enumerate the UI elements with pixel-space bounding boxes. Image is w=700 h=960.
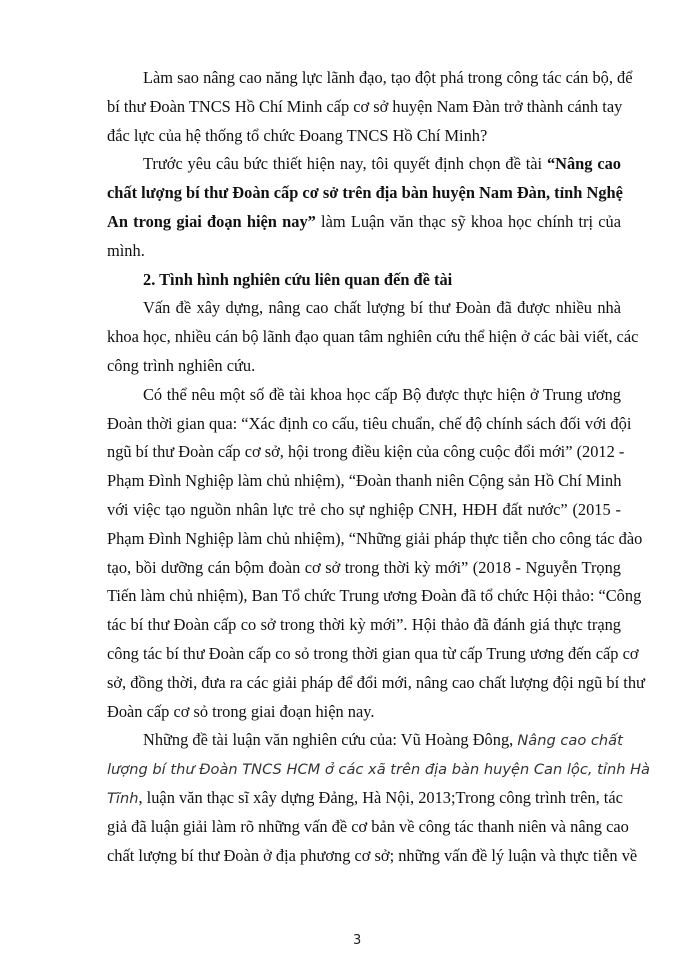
text-line bbox=[107, 698, 621, 727]
text-run: khoa học, nhiều cán bộ lãnh đạo quan tâm nghiên cứu thể hiện ở các bài viết, các bbox=[107, 327, 639, 347]
text-run: giả đã luận giải làm rõ những vấn đề cơ bản về công tác thanh niên và nâng cao bbox=[107, 816, 629, 836]
text-run: , luận văn thạc sĩ xây dựng Đảng, Hà Nội, 2013;Trong công trình trên, tác bbox=[138, 787, 623, 807]
text-line bbox=[107, 726, 621, 755]
italic-text: Nâng cao chất bbox=[517, 732, 623, 750]
text-run: tạo, bồi dưỡng cán bộm đoàn cơ sở trong thời kỳ mới” (2018 - Nguyễn Trọng bbox=[107, 557, 621, 577]
text-run: Phạm Đình Nghiệp làm chủ nhiệm), “Những giải pháp thực tiễn cho công tác đào bbox=[107, 528, 643, 548]
text-run: ngũ bí thư Đoàn cấp cơ sở, hội trong điều kiện của công cuộc đổi mới” (2012 - bbox=[107, 442, 625, 462]
text-line bbox=[107, 208, 621, 237]
text-line bbox=[107, 611, 621, 640]
text-run: Phạm Đình Nghiệp làm chủ nhiệm), “Đoàn thanh niên Cộng sản Hồ Chí Minh bbox=[107, 471, 622, 491]
page-number: 3 bbox=[353, 933, 362, 948]
text-line bbox=[107, 150, 621, 179]
text-run: chất lượng bí thư Đoàn ở địa phương cơ sở; những vấn đề lý luận và thực tiễn về bbox=[107, 845, 638, 865]
text-run: công tác bí thư Đoàn cấp co sỏ trong thời gian qua từ cấp Trung ương đến cấp cơ bbox=[107, 643, 639, 663]
text-line bbox=[107, 467, 621, 496]
text-line bbox=[107, 237, 621, 266]
text-run: đắc lực của hệ thống tổ chức Đoang TNCS Hồ Chí Minh? bbox=[107, 125, 488, 145]
text-line bbox=[107, 496, 621, 525]
text-line bbox=[107, 64, 633, 93]
text-line bbox=[107, 640, 639, 669]
section-heading bbox=[107, 266, 621, 295]
text-line bbox=[107, 784, 621, 813]
text-run: Những đề tài luận văn nghiên cứu của: Vũ Hoàng Đông, bbox=[143, 730, 518, 750]
text-line bbox=[107, 669, 645, 698]
italic-text: lượng bí thư Đoàn TNCS HCM ở các xã trên địa bàn huyện Can lộc, tỉnh Hà bbox=[107, 761, 650, 779]
text-line bbox=[107, 179, 621, 208]
text-run: công trình nghiên cứu. bbox=[107, 355, 256, 375]
text-line bbox=[107, 352, 621, 381]
bold-text: chất lượng bí thư Đoàn cấp cơ sở trên địa bàn huyện Nam Đàn, tỉnh Nghệ bbox=[107, 183, 623, 203]
bold-text: 2. Tình hình nghiên cứu liên quan đến đề tài bbox=[143, 269, 453, 289]
text-line bbox=[107, 554, 621, 583]
text-run: Đoàn thời gian qua: “Xác định co cấu, tiêu chuẩn, chế độ chính sách đối với đội bbox=[107, 413, 632, 433]
text-line bbox=[107, 294, 621, 323]
paragraph bbox=[107, 150, 621, 265]
document-body bbox=[107, 64, 650, 870]
text-run: Trước yêu câu bức thiết hiện nay, tôi quyết định chọn đề tài bbox=[143, 154, 547, 174]
italic-text: Tĩnh bbox=[107, 789, 139, 807]
text-run: với việc tạo nguồn nhân lực trẻ cho sự nghiệp CNH, HĐH đất nước” (2015 - bbox=[107, 499, 621, 519]
text-line bbox=[107, 813, 629, 842]
text-run: Tiến làm chủ nhiệm), Ban Tổ chức Trung ương Đoàn đã tổ chức Hội thảo: “Công bbox=[107, 586, 642, 606]
text-run: sở, đồng thời, đưa ra các giải pháp để đổi mới, nâng cao chất lượng đội ngũ bí thư bbox=[107, 672, 645, 692]
text-line bbox=[107, 122, 621, 151]
text-run: bí thư Đoàn TNCS Hồ Chí Minh cấp cơ sở huyện Nam Đàn trở thành cánh tay bbox=[107, 96, 623, 116]
paragraph bbox=[107, 381, 645, 727]
text-run: làm Luận văn thạc sỹ khoa học chính trị của bbox=[315, 211, 621, 231]
text-run: Làm sao nâng cao năng lực lãnh đạo, tạo đột phá trong công tác cán bộ, để bbox=[143, 68, 633, 87]
text-line bbox=[107, 323, 639, 352]
text-run: mình. bbox=[107, 240, 145, 260]
text-run: Đoàn cấp cơ sỏ trong giai đoạn hiện nay. bbox=[107, 701, 375, 721]
text-line bbox=[107, 381, 621, 410]
text-line bbox=[107, 755, 650, 784]
paragraph bbox=[107, 294, 639, 380]
text-line bbox=[107, 842, 638, 871]
text-line bbox=[107, 93, 621, 122]
text-run: Có thể nêu một số đề tài khoa học cấp Bộ được thực hiện ở Trung ương bbox=[143, 384, 621, 404]
text-line bbox=[107, 525, 643, 554]
text-line bbox=[107, 410, 632, 439]
text-line bbox=[107, 582, 642, 611]
text-line bbox=[107, 438, 625, 467]
bold-text: “Nâng cao bbox=[546, 154, 621, 174]
text-run: Vấn đề xây dựng, nâng cao chất lượng bí thư Đoàn đã được nhiều nhà bbox=[143, 298, 621, 318]
paragraph bbox=[107, 64, 633, 150]
bold-text: An trong giai đoạn hiện nay” bbox=[107, 211, 316, 231]
text-line bbox=[107, 266, 621, 295]
text-run: tác bí thư Đoàn cấp co sở trong thời kỳ mới”. Hội thảo đã đánh giá thực trạng bbox=[107, 615, 621, 635]
paragraph bbox=[107, 726, 650, 870]
